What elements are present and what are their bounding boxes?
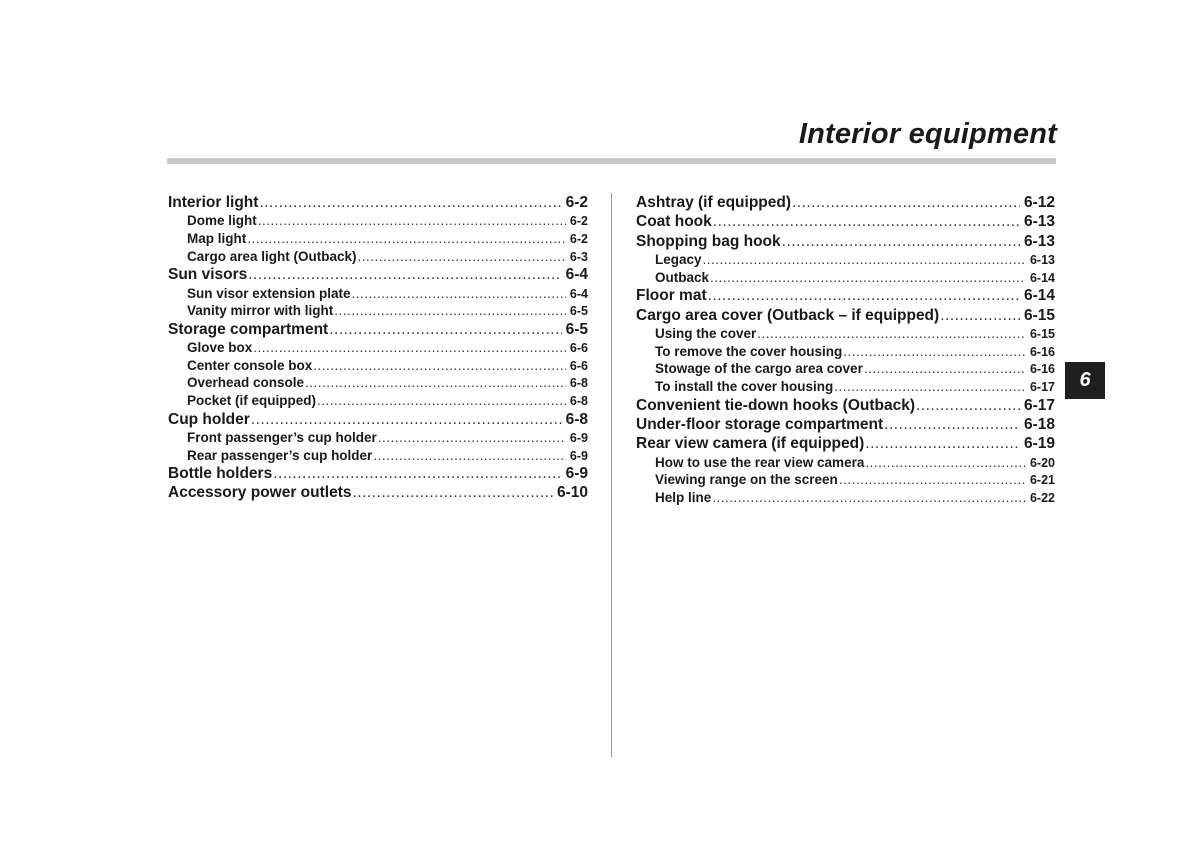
dot-leader (378, 429, 566, 447)
toc-page-number: 6-3 (569, 249, 588, 264)
dot-leader (865, 434, 1020, 453)
dot-leader (251, 410, 562, 429)
toc-subentry[interactable] (636, 454, 1055, 472)
toc-page-number: 6-9 (569, 448, 588, 463)
toc-page-number: 6-22 (1029, 490, 1055, 505)
toc-entry-label: Cargo area cover (Outback – if equipped) (636, 306, 940, 324)
toc-entry-label: Pocket (if equipped) (187, 392, 317, 408)
toc-entry[interactable] (168, 265, 588, 284)
toc-page-number: 6-6 (569, 341, 588, 356)
toc-entry-label: Center console box (187, 357, 313, 373)
toc-entry-label: To install the cover housing (655, 378, 834, 394)
toc-entry-label: Under-floor storage compartment (636, 415, 884, 433)
toc-page-number: 6-8 (569, 393, 588, 408)
dot-leader (884, 415, 1020, 434)
toc-entry-label: Interior light (168, 194, 259, 211)
toc-subentry[interactable] (636, 343, 1055, 361)
toc-subentry[interactable] (636, 360, 1055, 378)
toc-page-number: 6-5 (569, 304, 588, 319)
toc-subentry[interactable] (636, 471, 1055, 489)
toc-entry-label: Cup holder (168, 410, 250, 428)
dot-leader (916, 396, 1020, 415)
toc-page-number: 6-19 (1023, 435, 1055, 453)
dot-leader (792, 193, 1020, 212)
toc-entry-label: Front passenger’s cup holder (187, 429, 377, 445)
toc-subentry[interactable] (168, 285, 588, 303)
toc-entry-label: Rear view camera (if equipped) (636, 435, 865, 453)
dot-leader (317, 392, 566, 410)
toc-page-number: 6-9 (565, 465, 588, 483)
toc-entry-label: Convenient tie-down hooks (Outback) (636, 396, 916, 414)
toc-entry[interactable] (168, 483, 588, 502)
toc-page-number: 6-13 (1029, 253, 1055, 268)
toc-entry-label: Glove box (187, 340, 253, 356)
toc-page-number: 6-10 (556, 484, 588, 502)
toc-entry-label: Viewing range on the screen (655, 472, 838, 488)
toc-entry-label: Rear passenger’s cup holder (187, 447, 373, 463)
toc-entry-label: Map light (187, 230, 247, 246)
toc-subentry[interactable] (168, 447, 588, 465)
toc-entry-label: Floor mat (636, 287, 707, 305)
dot-leader (313, 357, 566, 375)
toc-page-number: 6-18 (1023, 415, 1055, 433)
toc-page-number: 6-14 (1023, 287, 1055, 305)
toc-subentry[interactable] (168, 429, 588, 447)
toc-entry-label: Sun visors (168, 266, 248, 284)
toc-left-column (168, 193, 588, 503)
dot-leader (334, 302, 566, 320)
column-divider (611, 193, 612, 757)
toc-entry-label: Accessory power outlets (168, 484, 352, 502)
toc-page-number: 6-4 (569, 286, 588, 301)
toc-entry-label: Using the cover (655, 326, 757, 342)
toc-entry-label: Coat hook (636, 213, 712, 231)
dot-leader (259, 193, 561, 212)
dot-leader (864, 360, 1026, 378)
toc-subentry[interactable] (168, 339, 588, 357)
toc-page-number: 6-13 (1023, 232, 1055, 250)
toc-entry[interactable] (636, 434, 1055, 453)
toc-entry-label: Ashtray (if equipped) (636, 194, 792, 211)
toc-right-column (636, 193, 1055, 506)
dot-leader (713, 212, 1020, 231)
toc-entry-label: Legacy (655, 252, 702, 268)
toc-entry[interactable] (636, 396, 1055, 415)
dot-leader (782, 232, 1020, 251)
toc-subentry[interactable] (168, 212, 588, 230)
dot-leader (329, 320, 561, 339)
toc-page-number: 6-8 (565, 410, 588, 428)
toc-entry-label: Dome light (187, 213, 257, 229)
dot-leader (358, 248, 566, 266)
toc-entry-label: Help line (655, 489, 712, 505)
toc-page-number: 6-2 (569, 231, 588, 246)
toc-page-number: 6-15 (1029, 327, 1055, 342)
toc-page-number: 6-14 (1029, 270, 1055, 285)
dot-leader (834, 378, 1026, 396)
toc-entry-label: Outback (655, 269, 710, 285)
dot-leader (248, 265, 561, 284)
title-rule (167, 158, 1056, 164)
toc-entry-label: Sun visor extension plate (187, 285, 351, 301)
dot-leader (843, 343, 1026, 361)
toc-entry[interactable] (636, 193, 1055, 212)
dot-leader (839, 471, 1026, 489)
toc-page-number: 6-21 (1029, 473, 1055, 488)
toc-entry-label: Stowage of the cargo area cover (655, 361, 863, 377)
dot-leader (352, 483, 552, 502)
toc-page-number: 6-9 (569, 430, 588, 445)
toc-page-number: 6-2 (569, 214, 588, 229)
dot-leader (712, 489, 1026, 507)
dot-leader (247, 230, 566, 248)
toc-entry-label: Overhead console (187, 375, 305, 391)
toc-entry[interactable] (636, 286, 1055, 305)
toc-entry[interactable] (168, 320, 588, 339)
toc-entry[interactable] (636, 232, 1055, 251)
toc-entry-label: Cargo area light (Outback) (187, 248, 357, 264)
toc-entry-label: How to use the rear view camera (655, 454, 865, 470)
toc-page-number: 6-6 (569, 358, 588, 373)
dot-leader (305, 374, 566, 392)
toc-subentry[interactable] (636, 325, 1055, 343)
toc-page-number: 6-5 (565, 320, 588, 338)
toc-subentry[interactable] (168, 230, 588, 248)
toc-entry-label: To remove the cover housing (655, 343, 843, 359)
dot-leader (703, 251, 1026, 269)
toc-page-number: 6-8 (569, 376, 588, 391)
dot-leader (253, 339, 566, 357)
dot-leader (757, 325, 1026, 343)
toc-page-number: 6-20 (1029, 455, 1055, 470)
toc-page-number: 6-13 (1023, 213, 1055, 231)
toc-page-number: 6-12 (1023, 194, 1055, 211)
toc-entry[interactable] (168, 410, 588, 429)
toc-page-number: 6-17 (1029, 379, 1055, 394)
toc-entry[interactable] (636, 306, 1055, 325)
page-title: Interior equipment (798, 118, 1057, 150)
dot-leader (352, 285, 566, 303)
toc-subentry[interactable] (168, 374, 588, 392)
dot-leader (373, 447, 566, 465)
dot-leader (710, 269, 1026, 287)
toc-page-number: 6-16 (1029, 344, 1055, 359)
chapter-tab[interactable]: 6 (1065, 362, 1105, 399)
toc-entry-label: Storage compartment (168, 320, 329, 338)
toc-subentry[interactable] (636, 269, 1055, 287)
toc-page-number: 6-2 (565, 194, 588, 211)
toc-subentry[interactable] (168, 357, 588, 375)
toc-entry-label: Shopping bag hook (636, 232, 781, 250)
toc-entry-label: Bottle holders (168, 465, 273, 483)
toc-page-number: 6-4 (565, 266, 588, 284)
toc-page-number: 6-15 (1023, 306, 1055, 324)
toc-entry[interactable] (168, 464, 588, 483)
toc-subentry[interactable] (168, 248, 588, 266)
toc-page-number: 6-16 (1029, 362, 1055, 377)
dot-leader (940, 306, 1020, 325)
dot-leader (865, 454, 1026, 472)
toc-subentry[interactable] (636, 489, 1055, 507)
dot-leader (273, 464, 561, 483)
toc-entry[interactable] (636, 212, 1055, 231)
toc-entry[interactable] (168, 193, 588, 212)
toc-subentry[interactable] (168, 392, 588, 410)
toc-subentry[interactable] (636, 378, 1055, 396)
toc-entry[interactable] (636, 415, 1055, 434)
toc-entry-label: Vanity mirror with light (187, 303, 334, 319)
toc-subentry[interactable] (168, 302, 588, 320)
dot-leader (258, 212, 566, 230)
dot-leader (708, 286, 1020, 305)
toc-subentry[interactable] (636, 251, 1055, 269)
toc-page-number: 6-17 (1023, 396, 1055, 414)
